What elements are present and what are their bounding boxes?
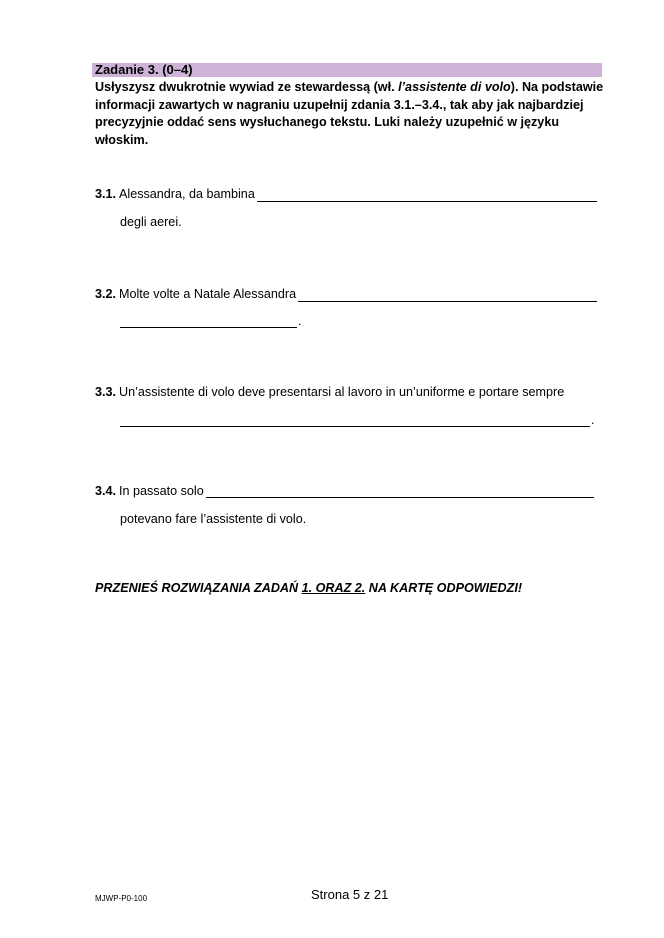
- instructions-italic-term: l’assistente di volo: [398, 80, 511, 94]
- item-3-2: [95, 287, 296, 301]
- exam-code: MJWP-P0-100: [95, 894, 148, 903]
- answer-gap-3-1[interactable]: [257, 188, 597, 202]
- item-number: 3.2.: [95, 287, 117, 301]
- item-3-3-period: .: [591, 413, 595, 427]
- item-3-4-continuation: potevano fare l’assistente di volo.: [120, 512, 307, 526]
- item-3-2-period: .: [298, 314, 302, 328]
- answer-gap-3-3[interactable]: [120, 413, 590, 427]
- item-3-1-continuation: degli aerei.: [120, 215, 182, 229]
- item-number: 3.3.: [95, 385, 117, 399]
- instructions-text-end: ). Na podstawie informacji zawartych w nagraniu uzupełnij zdania 3.1.–3.4., tak aby jak najbardziej precyzyjnie oddać sens wysłuchanego tekstu. Luki należy uzupełnić w języku włoskim.: [95, 80, 604, 147]
- item-3-4: [95, 484, 204, 498]
- item-3-1: [95, 187, 255, 201]
- item-number: 3.4.: [95, 484, 117, 498]
- answer-gap-3-4[interactable]: [206, 484, 594, 498]
- transfer-answers-note: [95, 581, 522, 595]
- note-text-end: NA KARTĘ ODPOWIEDZI!: [365, 581, 523, 595]
- item-3-3: [95, 385, 564, 399]
- item-text: In passato solo: [119, 484, 204, 498]
- note-text-start: PRZENIEŚ ROZWIĄZANIA ZADAŃ: [95, 581, 302, 595]
- item-text: Un’assistente di volo deve presentarsi al lavoro in un’uniforme e portare sempre: [119, 385, 565, 399]
- item-number: 3.1.: [95, 187, 117, 201]
- instructions-text-start: Usłyszysz dwukrotnie wywiad ze stewardessą (wł.: [95, 80, 399, 94]
- task-title: Zadanie 3. (0–4): [95, 62, 193, 77]
- page-number: Strona 5 z 21: [311, 887, 389, 902]
- note-underlined-tasks: 1. ORAZ 2.: [301, 581, 366, 595]
- item-text: Alessandra, da bambina: [119, 187, 255, 201]
- task-instructions: [95, 79, 607, 149]
- answer-gap-3-2b[interactable]: [120, 314, 297, 328]
- item-text: Molte volte a Natale Alessandra: [119, 287, 297, 301]
- answer-gap-3-2a[interactable]: [298, 288, 597, 302]
- task-header: [92, 63, 602, 77]
